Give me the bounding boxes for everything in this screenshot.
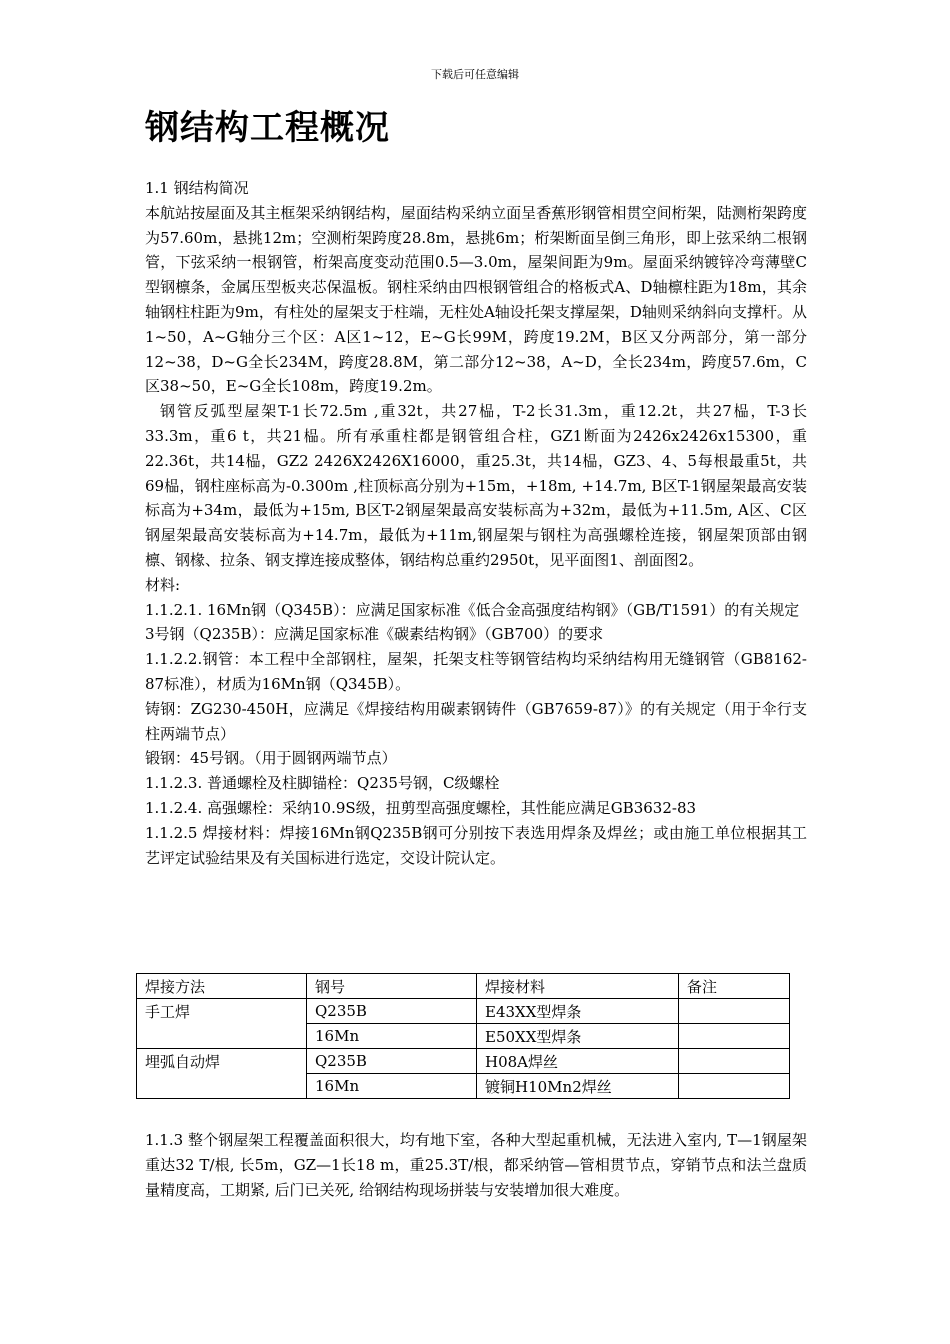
table-cell: 16Mn — [307, 1024, 477, 1049]
table-header-cell: 钢号 — [307, 974, 477, 999]
material-item: 铸钢：ZG230-450H，应满足《焊接结构用碳素钢铸件（GB7659-87）》的有关规定（用于伞行支柱两端节点） — [145, 699, 807, 743]
table-cell — [679, 1024, 790, 1049]
material-item: 3号钢（Q235B）：应满足国家标准《碳素结构钢》（GB700）的要求 — [145, 625, 604, 644]
table-cell: Q235B — [307, 1049, 477, 1074]
table-header-cell: 焊接方法 — [137, 974, 307, 999]
table-row — [137, 999, 790, 1024]
page-header-note: 下载后可任意编辑 — [431, 68, 519, 81]
table-cell: H08A焊丝 — [477, 1049, 679, 1074]
body-text — [145, 176, 807, 870]
table-cell-method: 埋弧自动焊 — [137, 1049, 307, 1099]
material-item: 1.1.2.3. 普通螺栓及柱脚锚栓：Q235号钢，C级螺栓 — [145, 774, 500, 793]
table-row — [137, 1049, 790, 1074]
table-cell: E43XX型焊条 — [477, 999, 679, 1024]
table-cell: E50XX型焊条 — [477, 1024, 679, 1049]
paragraph-difficulty: 1.1.3 整个钢屋架工程覆盖面积很大，均有地下室，各种大型起重机械，无法进入室内, T—1钢屋架重达32 T/根, 长5m，GZ—1长18 m，重25.3T/根，都采纳管—管相贯节点，穿销节点和法兰盘质量精度高，工期紧, 后门已关死, 给钢结构现场拼装与安装增加很大难度。 — [145, 1131, 807, 1199]
material-item: 1.1.2.1. 16Mn钢（Q345B）：应满足国家标准《低合金高强度结构钢》（GB/T1591）的有关规定 — [145, 600, 800, 619]
welding-table — [136, 973, 790, 1099]
material-item: 锻钢：45号钢。（用于圆钢两端节点） — [145, 749, 397, 768]
material-item: 1.1.2.4. 高强螺栓：采纳10.9S级，扭剪型高强度螺栓，其性能应满足GB3632-83 — [145, 798, 697, 817]
table-cell — [679, 999, 790, 1024]
document-title: 钢结构工程概况 — [145, 108, 390, 148]
table-cell — [679, 1074, 790, 1099]
paragraph-overview: 本航站按屋面及其主框架采纳钢结构，屋面结构采纳立面呈香蕉形钢管相贯空间桁架，陆测桁架跨度为57.60m，悬挑12m；空测桁架跨度28.8m，悬挑6m；桁架断面呈倒三角形，即上弦采纳二根钢管，下弦采纳一根钢管，桁架高度变动范围0.5—3.0m，屋架间距为9m。屋面采纳镀锌冷弯薄壁C型钢檩条，金属压型板夹芯保温板。钢柱采纳由四根钢管组合的格板式A、D轴檩柱距为18m，其余轴钢柱柱距为9m，有柱处的屋架支于柱端，无柱处A轴设托架支撑屋架，D轴则采纳斜向支撑杆。从1~50，A~G轴分三个区：A区1~12，E~G长99M，跨度19.2M，B区又分两部分，第一部分12~38，D~G全长234M，跨度28.8M，第二部分12~38，A~D，全长234m，跨度57.6m，C区38~50，E~G全长108m，跨度19.2m。 — [145, 203, 807, 396]
table-header-cell: 备注 — [679, 974, 790, 999]
table-cell — [679, 1049, 790, 1074]
paragraph-trusses: 钢管反弧型屋架T-1长72.5m ,重32t，共27榀，T-2长31.3m，重12.2t，共27榀，T-3长33.3m，重6 t，共21榀。所有承重柱都是钢管组合柱，GZ1断面为2426x2426x15300，重22.36t，共14榀，GZ2 2426X2426X16000，重25.3t，共14榀，GZ3、4、5每根最重5t，共69榀，钢柱座标高为-0.300m ,柱顶标高分别为+15m，+18m, +14.7m, B区T-1钢屋架最高安装标高为+34m，最低为+15m, B区T-2钢屋架最高安装标高为+32m，最低为+11.5m, A区、C区钢屋架最高安装标高为+14.7m，最低为+11m,钢屋架与钢柱为高强螺栓连接，钢屋架顶部由钢檩、钢椽、拉条、钢支撑连接成整体，钢结构总重约2950t，见平面图1、剖面图2。 — [145, 402, 807, 569]
material-item: 1.1.2.5 焊接材料：焊接16Mn钢Q235B钢可分别按下表选用焊条及焊丝；或由施工单位根据其工艺评定试验结果及有关国标进行选定，交设计院认定。 — [145, 823, 807, 867]
table-header-cell: 焊接材料 — [477, 974, 679, 999]
material-item: 1.1.2.2.钢管：本工程中全部钢柱，屋架，托架支柱等钢管结构均采纳结构用无缝钢管（GB8162-87标准），材质为16Mn钢（Q345B）。 — [145, 650, 807, 693]
materials-heading: 材料: — [145, 575, 181, 594]
table-header-row — [137, 974, 790, 999]
section-heading: 1.1 钢结构简况 — [145, 179, 249, 197]
table-cell: 镀铜H10Mn2焊丝 — [477, 1074, 679, 1099]
table-cell: Q235B — [307, 999, 477, 1024]
table-cell-method: 手工焊 — [137, 999, 307, 1049]
table-cell: 16Mn — [307, 1074, 477, 1099]
